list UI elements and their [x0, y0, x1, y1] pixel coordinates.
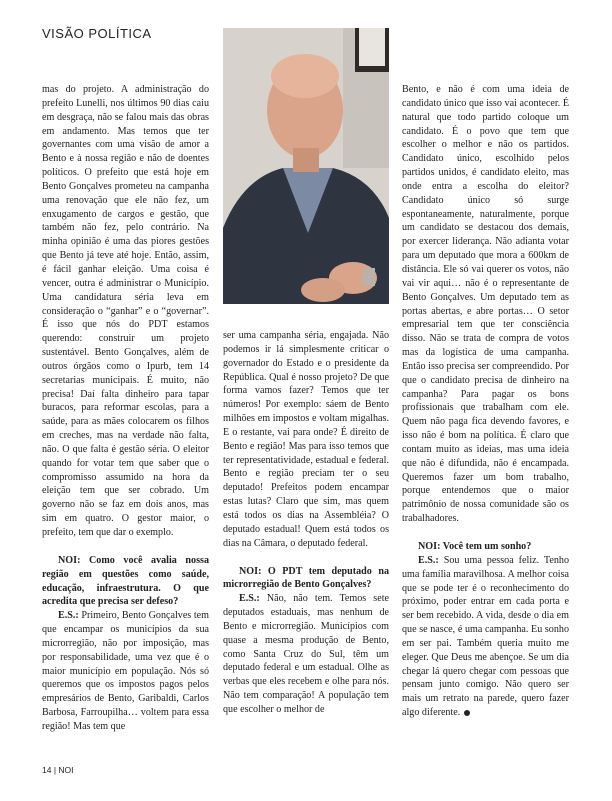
paragraph: mas do projeto. A administração do prefeito Lunelli, nos últimos 90 dias caiu em desgraça, não se falou mais das obras em andamento. Mas temos que ter governantes com uma visão de amor a Bento e à nossa região e não de doentes políticos. O prefeito que está hoje em Bento Gonçalves prometeu na campanha uma renovação que ele não fez, um enxugamento de cargos e gestão, que também não fez, pelo contrário. Na minha opinião é uma das piores gestões que Bento já teve até hoje. Então, assim, é fácil ganhar eleição. Uma coisa é vencer, outra é administrar o Município. Uma candidatura séria leva em consideração o “ganhar” e o “governar”. É isso que nós do PDT estamos querendo: construir um projeto sustentável. Bento Gonçalves, além de outros órgãos como o Ipurb, tem 14 secretarias municipais. É muito, não precisa! Daí falta dinheiro para tapar buracos, para reformar escolas, para a saúde, para as mães colocarem os filhos em creches, mas na verdade não falta, não. O que falta é gestão séria. O eleitor quando for votar tem que saber que o compromisso assumido na hora da eleição tem que ser cobrado. Um governo não se faz em dois anos, mas sim em quatro. O gestor maior, o prefeito, tem que dar o exemplo.: [42, 84, 209, 538]
answer: E.S.: Primeiro, Bento Gonçalves tem que encampar os municípios da sua microrregião, não por imposição, mas por responsabilidade, uma vez que é o maior município em população. Nós só queremos que os impostos pagos pelos empresários de Bento, Garibaldi, Carlos Barbosa, Farroupilha… voltem para essa região! Mas tem que: [42, 610, 209, 732]
portrait-image: [223, 28, 389, 304]
text-column-3: [402, 83, 569, 720]
question: NOI: O PDT tem deputado na microrregião de Bento Gonçalves?: [223, 565, 389, 591]
page-footer: 14 | NOI: [42, 765, 74, 775]
portrait-photo: [223, 28, 389, 304]
question: NOI: Como você avalia nossa região em questões como saúde, educação, infraestrutura. O que acredita que precisa ser defeso?: [42, 554, 209, 608]
paragraph: Bento, e não é com uma ideia de candidato único que isso vai acontecer. É natural que todo partido coloque um candidato. É o povo que tem que escolher o melhor e não os partidos. Candidato único, escolhido pelos partidos unidos, é candidato eleito, mas onde entra a escolha do eleitor? Candidato único só surge espontaneamente, naturalmente, porque um candidato se destacou dos demais, por exercer liderança. Não adianta votar para um deputado que mora a 600km de distância. Ele só vai querer os votos, não vai vir aqui… não é o representante de Bento Gonçalves. Um deputado tem as portas abertas, e abre portas… O setor empresarial tem que ter consciência disso. Não se trata de compra de votos mas da logística de uma campanha. Então isso precisa ser compreendido. Por que o candidato precisa de dinheiro na campanha? Para pagar os bons profissionais que trabalham com ele. Quem não paga fica devendo favores, e isso não é bom na política. É claro que contam muito as ideias, mas uma ideia que não é difundida, não é encampada. Queremos fazer um bom trabalho, porque entendemos que o maior patrimônio de nossa comunidade são os trabalhadores.: [402, 84, 569, 525]
paragraph: ser uma campanha séria, engajada. Não podemos ir lá simplesmente criticar o governador do Estado e o presidente da República. Qual é nosso projeto? De que forma vamos fazer? Temos que ter números! Por exemplo: sáem de Bento milhões em impostos e voltam migalhas. E o restante, vai para onde? É direito de Bento e região! Mas para isso temos que ter representatividade, estadual e federal. Bento e região preciam ter o seu deputado! Prefeitos podem encampar estas lutas? Claro que sim, mas quem está todos os dias na Assembléia? O deputado estadual! Quem está todos os dias na Câmara, o deputado federal.: [223, 330, 389, 549]
end-bullet-icon: [464, 710, 470, 716]
text-column-1: [42, 83, 209, 734]
section-title: VISÃO POLÍTICA: [42, 26, 152, 41]
question: NOI: Você tem um sonho?: [418, 541, 532, 552]
text-column-2: [223, 329, 389, 717]
answer: E.S.: Sou uma pessoa feliz. Tenho uma família maravilhosa. A melhor coisa que se pode ter é o reconhecimento do próximo, poder entrar em cada porta e ser bem recebido. A vida, desde o dia em que se nasce, é uma campanha. Eu sonho em ser pai. Também queria muito me eleger. Que Deus me abençoe. Se um dia chegar lá quero chegar com pessoas que pensam junto comigo. Não quero ser mais um retrato na parede, quero fazer algo diferente.: [402, 554, 569, 719]
answer: E.S.: Não, não tem. Temos sete deputados estaduais, mas nenhum de Bento e microrregião. Municípios com quase a mesma produção de Bento, como Santa Cruz do Sul, têm um deputado federal e um estadual. Olhe as verbas que eles recebem e olhe para nós. Não tem comparação! A população tem que escolher o melhor de: [223, 593, 389, 715]
